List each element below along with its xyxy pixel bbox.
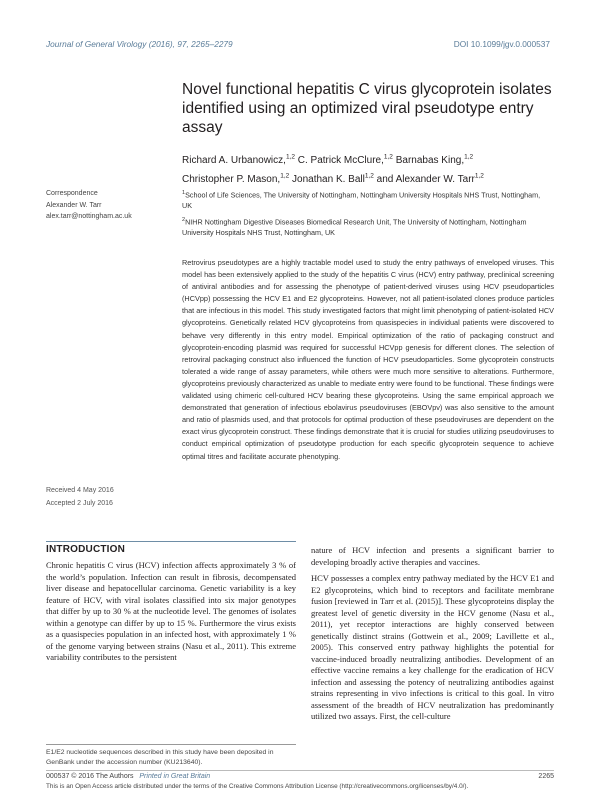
printed-in: Printed in Great Britain <box>139 773 211 780</box>
correspondence-email[interactable]: alex.tarr@nottingham.ac.uk <box>46 213 132 220</box>
correspondence-block <box>46 188 132 223</box>
author-list <box>182 150 562 188</box>
footnote-rule <box>46 744 296 745</box>
correspondence-label: Correspondence <box>46 190 98 197</box>
footer-copyright: 000537 © 2016 The Authors Printed in Great Britain <box>46 773 211 780</box>
page-number: 2265 <box>538 773 554 780</box>
affiliation-1: $^1$School of Life Sciences, The University of Nottingham, Nottingham University Hospitals NHS Trust, Nottingham, UK <box>182 190 541 210</box>
body-column-right <box>311 545 554 728</box>
author: Richard A. Urbanowicz,$^{1,2}$ <box>182 154 295 167</box>
footer-rule <box>46 770 554 771</box>
section-rule <box>46 541 296 542</box>
article-dates <box>46 484 114 510</box>
doi-header[interactable]: DOI 10.1099/jgv.0.000537 <box>453 39 550 49</box>
journal-header: Journal of General Virology (2016), 97, 2265–2279 <box>46 39 233 49</box>
author: and Alexander W. Tarr$^{1,2}$ <box>373 172 484 186</box>
body-column-left <box>46 560 296 664</box>
affiliation-2: $^2$NIHR Nottingham Digestive Diseases Biomedical Research Unit, The University of Nottingham, Nottingham University Hospitals NHS Trust, Nottingham, UK <box>182 217 527 237</box>
author: C. Patrick McClure,$^{1,2}$ <box>294 154 393 167</box>
license-text[interactable]: This is an Open Access article distributed under the terms of the Creative Commons Attribution License (http://creativecommons.org/licenses/by/4.0/). <box>46 783 469 790</box>
correspondence-name: Alexander W. Tarr <box>46 201 102 209</box>
abstract: Retrovirus pseudotypes are a highly tractable model used to study the entry pathways of enveloped viruses. This model has been extensively applied to the study of the hepatitis C virus (HCV) entry pathway, preclinical screening of antiviral antibodies and for assessing the phenotype of patient-derived viruses using HCV pseudoparticles (HCVpp) possessing the HCV E1 and E2 glycoproteins. However, not all patient-isolated clones produce particles that are infectious in this model. This study investigated factors that might limit phenotyping of patient-isolated HCV glycoproteins. Genetically related HCV glycoproteins from quasispecies in individual patients were discovered to behave very differently in this entry model. Empirical optimization of the ratio of packaging construct and glycoprotein-encoding plasmid was required for successful HCVpp genesis for different clones. The selection of retroviral packaging construct also influenced the function of HCV pseudoparticles. Some glycoprotein constructs tolerated a wide range of assay parameters, while others were much more sensitive to alterations. Furthermore, glycoproteins previously characterized as unable to mediate entry were found to be functional. These findings were validated using chimeric cell-cultured HCV bearing these glycoproteins. Using the same empirical approach we demonstrated that generation of infectious ebolavirus pseudoviruses (EBOVpv) was also sensitive to the amount and ratio of plasmids used, and that protocols for optimal production of these pseudoviruses are dependent on the exact virus glycoprotein construct. These findings demonstrate that it is crucial for studies utilizing pseudoviruses to conduct empirical optimization of pseudotype production for each specific glycoprotein sequence to achieve optimal titres and facilitate accurate phenotyping. <box>182 258 554 461</box>
author: Jonathan K. Ball$^{1,2}$ <box>289 172 374 186</box>
footnote: E1/E2 nucleotide sequences described in this study have been deposited in GenBank under the accession number (KU213640). <box>46 749 274 766</box>
accepted-date: Accepted 2 July 2016 <box>46 500 113 507</box>
article-title: Novel functional hepatitis C virus glycoprotein isolates identified using an optimized viral pseudotype entry assay <box>182 81 552 136</box>
author: Christopher P. Mason,$^{1,2}$ <box>182 172 290 186</box>
section-heading-introduction: INTRODUCTION <box>46 544 126 555</box>
received-date: Received 4 May 2016 <box>46 487 114 494</box>
body-paragraph: nature of HCV infection and presents a significant barrier to developing broadly active therapies and vaccines. <box>311 545 554 567</box>
author: Barnabas King,$^{1,2}$ <box>392 154 474 167</box>
body-paragraph: Chronic hepatitis C virus (HCV) infection affects approximately 3 % of the world’s population. Infection can result in fibrosis, decompensated liver disease and hepatocellular carcinoma. Genetic variability is a key feature of HCV, with viral isolates classified into six major genotypes that differ by up to 30 % at the nucleotide level. The genomes of isolates within a genotype can differ by up to 15 %. Furthermore the virus exists as a quasispecies population in an infected host, with approximately 1 % of the genome varying between strains (Nasu et al., 2011). This extreme variability contributes to the persistent <box>46 560 296 662</box>
body-paragraph: HCV possesses a complex entry pathway mediated by the HCV E1 and E2 glycoproteins, which bind to receptors and facilitate membrane fusion [reviewed in Tarr et al. (2015)]. These glycoproteins display the greatest level of genetic diversity in the HCV genome (Nasu et al., 2011), yet receptor interactions are highly conserved between genetically distinct strains (Gottwein et al., 2009; Lavillette et al., 2005). This conserved entry pathway highlights the potential for vaccine-induced broadly neutralizing antibodies. Development of an effective vaccine remains a key challenge for the eradication of HCV infection and assessing the potency of neutralizing antibodies against strains representing in vivo infections is critical to this goal. In vitro assessment of the breadth of HCV neutralization has predominantly utilized two assays. First, the cell-culture <box>311 573 554 721</box>
